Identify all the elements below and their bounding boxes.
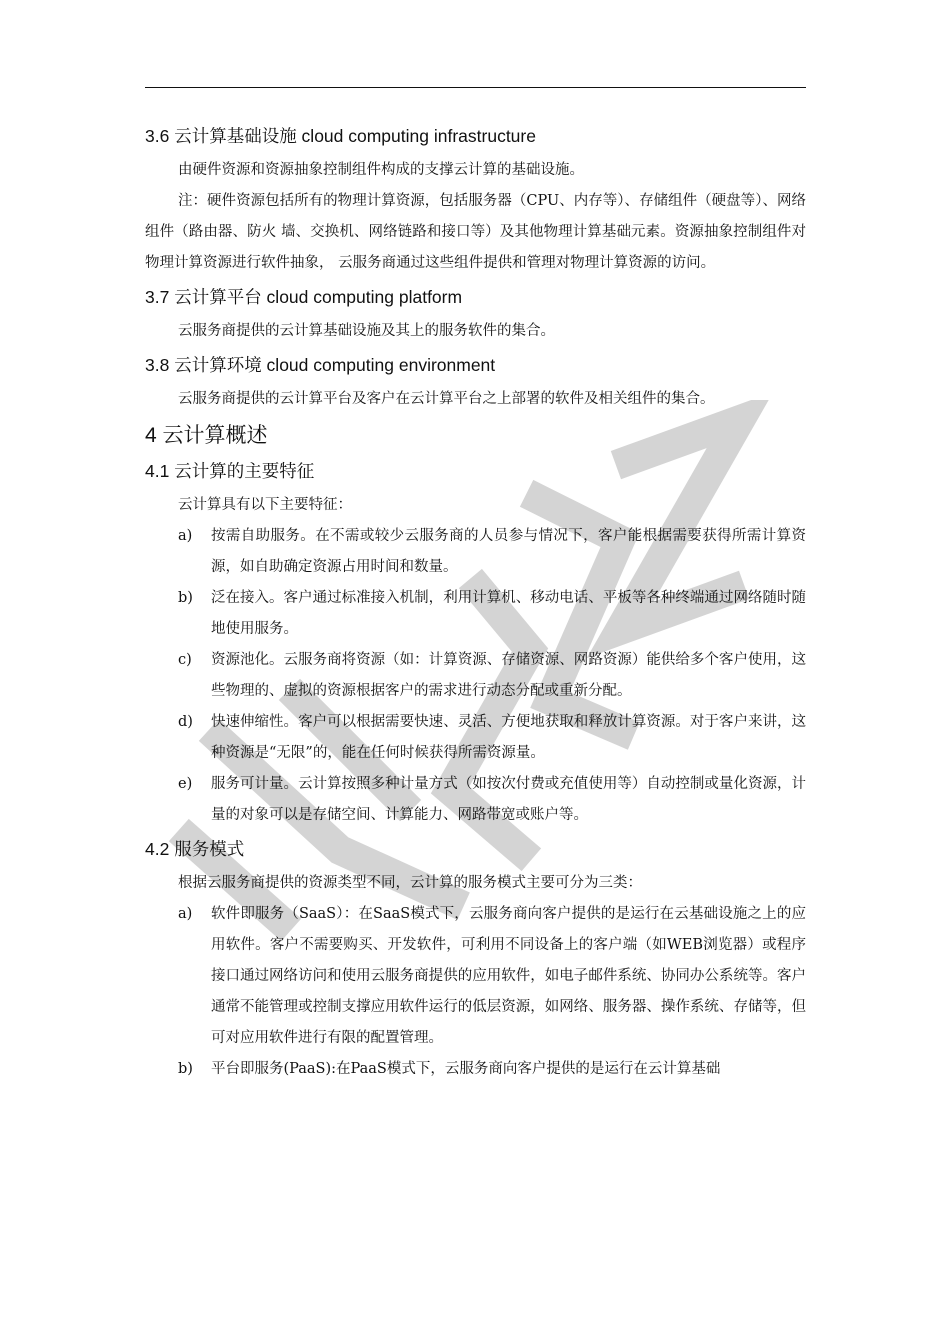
list-item-text: 软件即服务（SaaS）：在SaaS模式下，云服务商向客户提供的是运行在云基础设施之上的应用软件。客户不需要购买、开发软件，可利用不同设备上的客户端（如WEB浏览器）或程序接口通过网络访问和使用云服务商提供的应用软件，如电子邮件系统、协同办公系统等。客户通常不能管理或控制支撑应用软件运行的低层资源，如网络、服务器、操作系统、存储等，但可对应用软件进行有限的配置管理。 <box>211 906 806 1046</box>
section-heading-3-6: 3.6 云计算基础设施 cloud computing infrastructure <box>145 126 536 146</box>
section-heading-3-7: 3.7 云计算平台 cloud computing platform <box>145 287 463 307</box>
section-heading-4-1: 4.1 云计算的主要特征 <box>145 461 315 481</box>
list-item-text: 泛在接入。客户通过标准接入机制，利用计算机、移动电话、平板等各种终端通过网络随时随地使用服务。 <box>211 590 806 637</box>
list-item <box>145 769 806 831</box>
section-intro: 根据云服务商提供的资源类型不同，云计算的服务模式主要可分为三类： <box>178 875 642 891</box>
paragraph: 由硬件资源和资源抽象控制组件构成的支撑云计算的基础设施。 <box>178 162 584 178</box>
list-item <box>145 1054 806 1085</box>
list-marker: e) <box>178 776 193 792</box>
list-item-text: 服务可计量。云计算按照多种计量方式（如按次付费或充值使用等）自动控制或量化资源，计量的对象可以是存储空间、计算能力、网路带宽或账户等。 <box>211 776 806 823</box>
paragraph: 云服务商提供的云计算基础设施及其上的服务软件的集合。 <box>178 323 555 339</box>
list-item-text: 快速伸缩性。客户可以根据需要快速、灵活、方便地获取和释放计算资源。对于客户来讲，这种资源是“无限”的，能在任何时候获得所需资源量。 <box>211 714 806 761</box>
list-item <box>145 899 806 1054</box>
section-intro: 云计算具有以下主要特征： <box>178 497 352 513</box>
list-item <box>145 521 806 583</box>
list-marker: b) <box>178 1061 193 1077</box>
list-marker: b) <box>178 590 193 606</box>
list-item-text: 资源池化。云服务商将资源（如：计算资源、存储资源、网路资源）能供给多个客户使用，这些物理的、虚拟的资源根据客户的需求进行动态分配或重新分配。 <box>211 652 806 699</box>
list-item <box>145 645 806 707</box>
list-item <box>145 583 806 645</box>
list-item-text: 平台即服务(PaaS):在PaaS模式下，云服务商向客户提供的是运行在云计算基础 <box>211 1061 721 1077</box>
header-rule <box>145 87 806 88</box>
document-content <box>145 118 806 1085</box>
list-marker: c) <box>178 652 192 668</box>
list-item-text: 按需自助服务。在不需或较少云服务商的人员参与情况下，客户能根据需要获得所需计算资源，如自助确定资源占用时间和数量。 <box>211 528 806 575</box>
list-item <box>145 707 806 769</box>
paragraph: 云服务商提供的云计算平台及客户在云计算平台之上部署的软件及相关组件的集合。 <box>178 391 715 407</box>
section-heading-3-8: 3.8 云计算环境 cloud computing environment <box>145 355 496 375</box>
list-marker: a) <box>178 906 193 922</box>
list-marker: a) <box>178 528 193 544</box>
chapter-heading-4: 4 云计算概述 <box>145 424 268 447</box>
section-heading-4-2: 4.2 服务模式 <box>145 839 245 859</box>
note-paragraph: 注：硬件资源包括所有的物理计算资源，包括服务器（CPU、内存等）、存储组件（硬盘等）、网络组件（路由器、防火 墙、交换机、网络链路和接口等）及其他物理计算基础元素。资源抽象控制组件对物理计算资源进行软件抽象， 云服务商通过这些组件提供和管理对物理计算资源的访问。 <box>145 193 806 271</box>
list-marker: d) <box>178 714 193 730</box>
